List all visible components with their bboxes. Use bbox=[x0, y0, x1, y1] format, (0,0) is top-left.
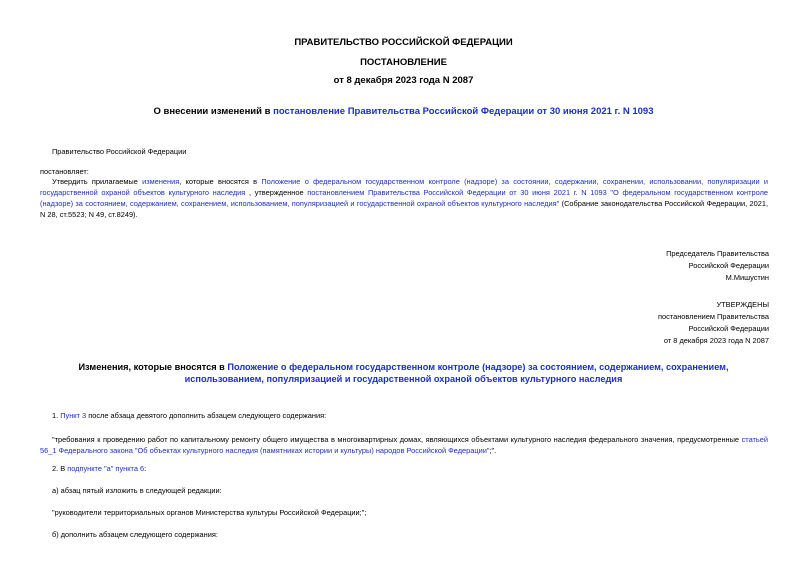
signature-name: М.Мишустин bbox=[725, 273, 769, 282]
item-2a-quote: "руководители территориальных органов Министерства культуры Российской Федерации;"; bbox=[52, 508, 367, 517]
resolves-label: постановляет: bbox=[40, 167, 89, 176]
changes-title-regulation-link[interactable]: Положение о федеральном государственном контроле (надзоре) за состоянием, содержанием, сохранением, использованием, популяризацией и государственной охраной объектов культурного наследия bbox=[184, 362, 729, 384]
item-2 bbox=[52, 463, 146, 474]
resolution-1093-link[interactable]: постановлением Правительства Российской Федерации от 30 июня 2021 г. N 1093 "О федеральном государственном контроле (надзоре) за состоянием, содержанием, сохранением, использованием, популяризацией и государственной охраной объектов культурного наследия" bbox=[40, 188, 769, 208]
approval-block bbox=[658, 299, 769, 347]
title-prefix: О внесении изменений в bbox=[153, 106, 274, 117]
signature-country: Российской Федерации bbox=[688, 261, 769, 270]
signature-block bbox=[666, 248, 769, 284]
item-2b: б) дополнить абзацем следующего содержания: bbox=[52, 530, 218, 539]
item-2-colon: : bbox=[144, 464, 147, 473]
title-resolution-link[interactable]: постановление Правительства Российской Федерации от 30 июня 2021 г. N 1093 bbox=[273, 106, 654, 117]
preamble-suffix: (Собрание законодательства Российской Федерации, 2021, N 28, ст.5523; N 49, ст.8249). bbox=[40, 199, 769, 219]
changes-title-prefix: Изменения, которые вносятся в bbox=[78, 362, 228, 372]
changes-link[interactable]: изменения bbox=[142, 177, 180, 186]
item-2-prefix: 2. В bbox=[52, 464, 68, 473]
government-name: Правительство Российской Федерации bbox=[52, 147, 187, 156]
approval-by: постановлением Правительства bbox=[658, 312, 769, 321]
document-type-heading: ПОСТАНОВЛЕНИЕ bbox=[360, 57, 447, 68]
item-1-quote bbox=[40, 434, 768, 456]
regulation-link[interactable]: Положение о федеральном государственном контроле (надзоре) за состоянии, содержании, сохранении, использовании, популяризации и государственной охраной объектов культурного наследия bbox=[40, 177, 768, 197]
item-2a: а) абзац пятый изложить в следующей редакции: bbox=[52, 486, 222, 495]
item-1-quote-text: "требования к проведению работ по капитальному ремонту общего имущества в многоквартирных домах, являющихся объектами культурного наследия федерального значения, предусмотренные bbox=[52, 435, 742, 444]
preamble-paragraph bbox=[40, 176, 768, 220]
item-1-text: после абзаца девятого дополнить абзацем следующего содержания: bbox=[86, 411, 327, 420]
signature-position: Председатель Правительства bbox=[666, 249, 769, 258]
approval-label: УТВЕРЖДЕНЫ bbox=[716, 300, 769, 309]
changes-title bbox=[40, 361, 767, 385]
item-1 bbox=[52, 410, 326, 421]
document-date-number: от 8 декабря 2023 года N 2087 bbox=[333, 75, 474, 86]
item-1-point-link[interactable]: Пункт 3 bbox=[60, 411, 87, 420]
item-1-number: 1. bbox=[52, 411, 61, 420]
preamble-prefix: Утвердить прилагаемые bbox=[52, 177, 143, 186]
approval-date: от 8 декабря 2023 года N 2087 bbox=[663, 336, 769, 345]
government-heading: ПРАВИТЕЛЬСТВО РОССИЙСКОЙ ФЕДЕРАЦИИ bbox=[294, 37, 513, 48]
preamble-mid1: , которые вносятся в bbox=[179, 177, 262, 186]
item-1-quote-end: ;". bbox=[489, 446, 497, 455]
article-56-1-link[interactable]: статьей 56_1 Федерального закона "Об объектах культурного наследия (памятниках истории и культуры) народов Российской Федерации" bbox=[40, 435, 768, 455]
subparagraph-a-link[interactable]: подпункте "а" пункта 6 bbox=[67, 464, 145, 473]
document-title bbox=[0, 106, 807, 117]
approval-country: Российской Федерации bbox=[688, 324, 769, 333]
preamble-mid2: , утвержденное bbox=[245, 188, 308, 197]
